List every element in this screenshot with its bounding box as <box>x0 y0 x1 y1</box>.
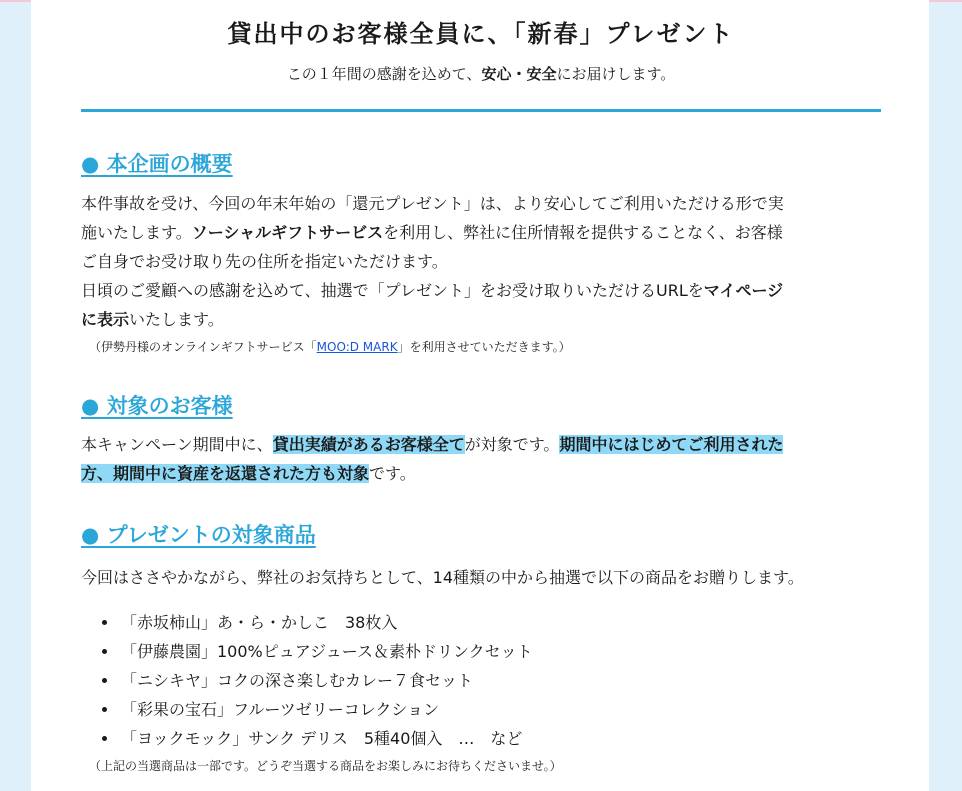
list-item: • 「彩果の宝石」フルーツゼリーコレクション <box>119 695 533 724</box>
list-item: • 「赤坂柿山」あ・ら・かしこ 38枚入 <box>119 608 533 637</box>
content-card <box>31 0 929 791</box>
target-text-1: 本キャンペーン期間中に、 <box>81 435 273 454</box>
target-text-3: です。 <box>369 464 416 483</box>
list-item: • 「ニシキヤ」コクの深さ楽しむカレー７食セット <box>119 666 533 695</box>
products-intro: 今回はささやかながら、弊社のお気持ちとして、14種類の中から抽選で以下の商品をお贈りします。 <box>81 568 804 587</box>
display-text: に表示 <box>81 310 130 329</box>
section-heading-products: ● プレゼントの対象商品 <box>81 523 316 547</box>
subtitle-post: にお届けします。 <box>556 65 676 83</box>
list-item: • 「ヨックモック」サンク デリス 5種40個入 … など <box>119 724 533 753</box>
overview-paragraph <box>81 189 881 334</box>
overview-note <box>89 338 571 355</box>
products-note: （上記の当選商品は一部です。どうぞ当選する商品をお楽しみにお待ちくださいませ。） <box>89 759 562 773</box>
note-pre: （伊勢丹様のオンラインギフトサービス「 <box>89 340 317 354</box>
overview-line-1: 本件事故を受け、今回の年末年始の「還元プレゼント」は、より安心してご利用いただける形で実 <box>81 194 784 213</box>
moodmark-link[interactable]: MOO:D MARK <box>316 340 398 354</box>
page-title: 貸出中のお客様全員に、「新春」プレゼント <box>227 20 735 48</box>
note-post: 」を利用させていただきます。） <box>397 340 571 354</box>
highlight-all-customers: 貸出実績があるお客様全て <box>272 435 465 454</box>
product-list <box>81 608 533 753</box>
subtitle-pre: この１年間の感謝を込めて、 <box>286 65 482 83</box>
page-subtitle <box>81 63 881 84</box>
mypage-text: マイページ <box>703 281 784 300</box>
subtitle-bold: 安心・安全 <box>481 65 557 83</box>
highlight-new-users: 期間中にはじめてご利用された <box>559 435 784 454</box>
list-item: • 「伊藤農園」100%ピュアジュース＆素朴ドリンクセット <box>119 637 533 666</box>
section-heading-overview: ● 本企画の概要 <box>81 152 233 176</box>
overview-line-3: ご自身でお受け取り先の住所を指定いただけます。 <box>81 252 448 271</box>
overview-line-5b: いたします。 <box>129 310 224 329</box>
section-heading-target: ● 対象のお客様 <box>81 394 233 418</box>
highlight-returned-users: 方、期間中に資産を返還された方も対象 <box>81 464 370 483</box>
title-divider <box>81 109 881 112</box>
overview-line-2a: 施いたします。 <box>81 223 192 242</box>
social-gift-service: ソーシャルギフトサービス <box>191 223 384 242</box>
overview-line-4a: 日頃のご愛顧への感謝を込めて、抽選で「プレゼント」をお受け取りいただけるURLを <box>81 281 704 300</box>
overview-line-2c: を利用し、弊社に住所情報を提供することなく、お客様 <box>383 223 783 242</box>
target-paragraph <box>81 430 881 488</box>
target-text-2: が対象です。 <box>464 435 560 454</box>
